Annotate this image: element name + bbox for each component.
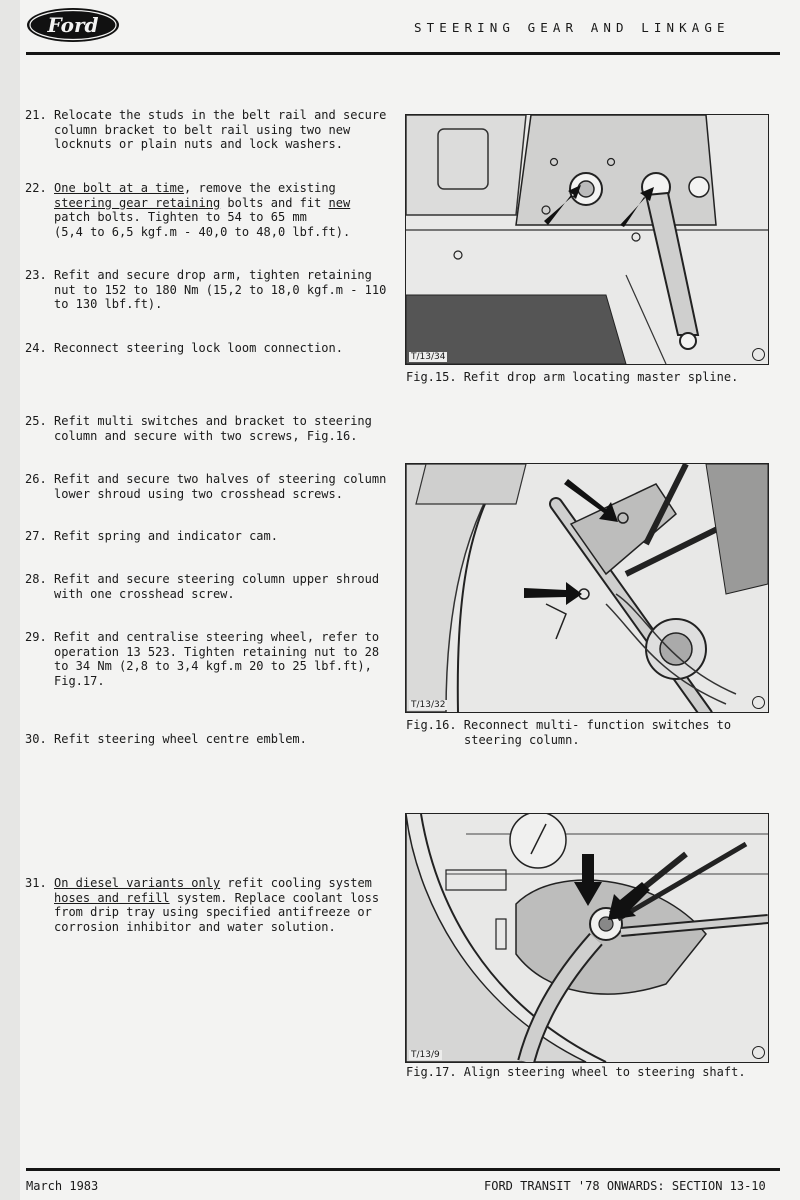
step-number: 28. (25, 572, 47, 586)
step-number: 21. (25, 108, 47, 122)
footer-section: FORD TRANSIT '78 ONWARDS: SECTION 13-10 (484, 1179, 766, 1193)
circle-marker-icon (752, 348, 765, 361)
step-25 (25, 414, 395, 443)
emphasis-text: One bolt at a time (54, 181, 185, 195)
step-text: Reconnect steering lock loom connection. (54, 341, 343, 355)
step-number: 29. (25, 630, 47, 644)
steering-wheel-alignment-illustration (406, 814, 768, 1062)
step-text: Refit multi switches and bracket to steering column and secure with two screws, Fig.16. (54, 414, 372, 443)
step-text: Refit steering wheel centre emblem. (54, 732, 307, 746)
drop-arm-illustration (406, 115, 768, 364)
figure-16 (405, 463, 769, 713)
step-28 (25, 572, 395, 601)
step-24 (25, 341, 395, 356)
circle-marker-icon (752, 1046, 765, 1059)
step-21 (25, 108, 395, 152)
step-text: On diesel variants only refit cooling system hoses and refill system. Replace coolant loss from drip tray using specified antifreeze or corrosion inhibitor and water solution. (54, 876, 380, 934)
step-number: 25. (25, 414, 47, 428)
figure-17-caption: Fig.17. Align steering wheel to steering shaft. (406, 1065, 746, 1079)
ford-logo (26, 7, 120, 43)
step-number: 22. (25, 181, 47, 195)
figure-15-caption: Fig.15. Refit drop arm locating master spline. (406, 370, 739, 384)
step-29 (25, 630, 395, 688)
step-31 (25, 876, 395, 934)
multi-function-switch-illustration (406, 464, 768, 712)
step-number: 24. (25, 341, 47, 355)
figure-ref: T/13/32 (411, 700, 446, 710)
emphasis-text: hoses and refill (54, 890, 170, 905)
step-text: Refit and secure steering column upper shroud with one crosshead screw. (54, 572, 380, 601)
figure-ref: T/13/9 (411, 1050, 440, 1060)
step-30 (25, 732, 395, 747)
step-text: Relocate the studs in the belt rail and secure column bracket to belt rail using two new locknuts or plain nuts and lock washers. (54, 108, 387, 151)
emphasis-text: steering gear retaining (54, 195, 221, 210)
emphasis-text: new (328, 195, 351, 210)
step-text: Refit and secure two halves of steering column lower shroud using two crosshead screws. (54, 472, 387, 501)
step-text: Refit and centralise steering wheel, refer to operation 13 523. Tighten retaining nut to 28 to 34 Nm (2,8 to 3,4 kgf.m 20 to 25 lbf.ft), Fig.17. (54, 630, 380, 688)
step-23 (25, 268, 395, 312)
step-27 (25, 529, 395, 544)
step-text: One bolt at a time, remove the existing steering gear retaining bolts and fit new patch bolts. Tighten to 54 to 65 mm (5,4 to 6,5 kgf.m - 40,0 to 48,0 lbf.ft). (54, 181, 351, 239)
step-26 (25, 472, 395, 501)
scan-edge (0, 0, 20, 1200)
step-text: Refit spring and indicator cam. (54, 529, 278, 543)
figure-15 (405, 114, 769, 365)
footer-date: March 1983 (26, 1179, 99, 1193)
figure-16-caption: Fig.16. Reconnect multi- function switches to steering column. (406, 718, 732, 747)
logo-text: Ford (47, 13, 99, 37)
footer-rule (26, 1168, 780, 1171)
step-number: 31. (25, 876, 47, 890)
header-title: STEERING GEAR AND LINKAGE (414, 20, 730, 35)
step-number: 23. (25, 268, 47, 282)
figure-17 (405, 813, 769, 1063)
step-number: 27. (25, 529, 47, 543)
circle-marker-icon (752, 696, 765, 709)
step-text: Refit and secure drop arm, tighten retaining nut to 152 to 180 Nm (15,2 to 18,0 kgf.m - 110 to 130 lbf.ft). (54, 268, 387, 311)
emphasis-text: On diesel variants only (54, 876, 221, 890)
step-22 (25, 181, 395, 239)
step-number: 26. (25, 472, 47, 486)
figure-ref: T/13/34 (411, 352, 446, 362)
header-rule (26, 52, 780, 55)
step-number: 30. (25, 732, 47, 746)
